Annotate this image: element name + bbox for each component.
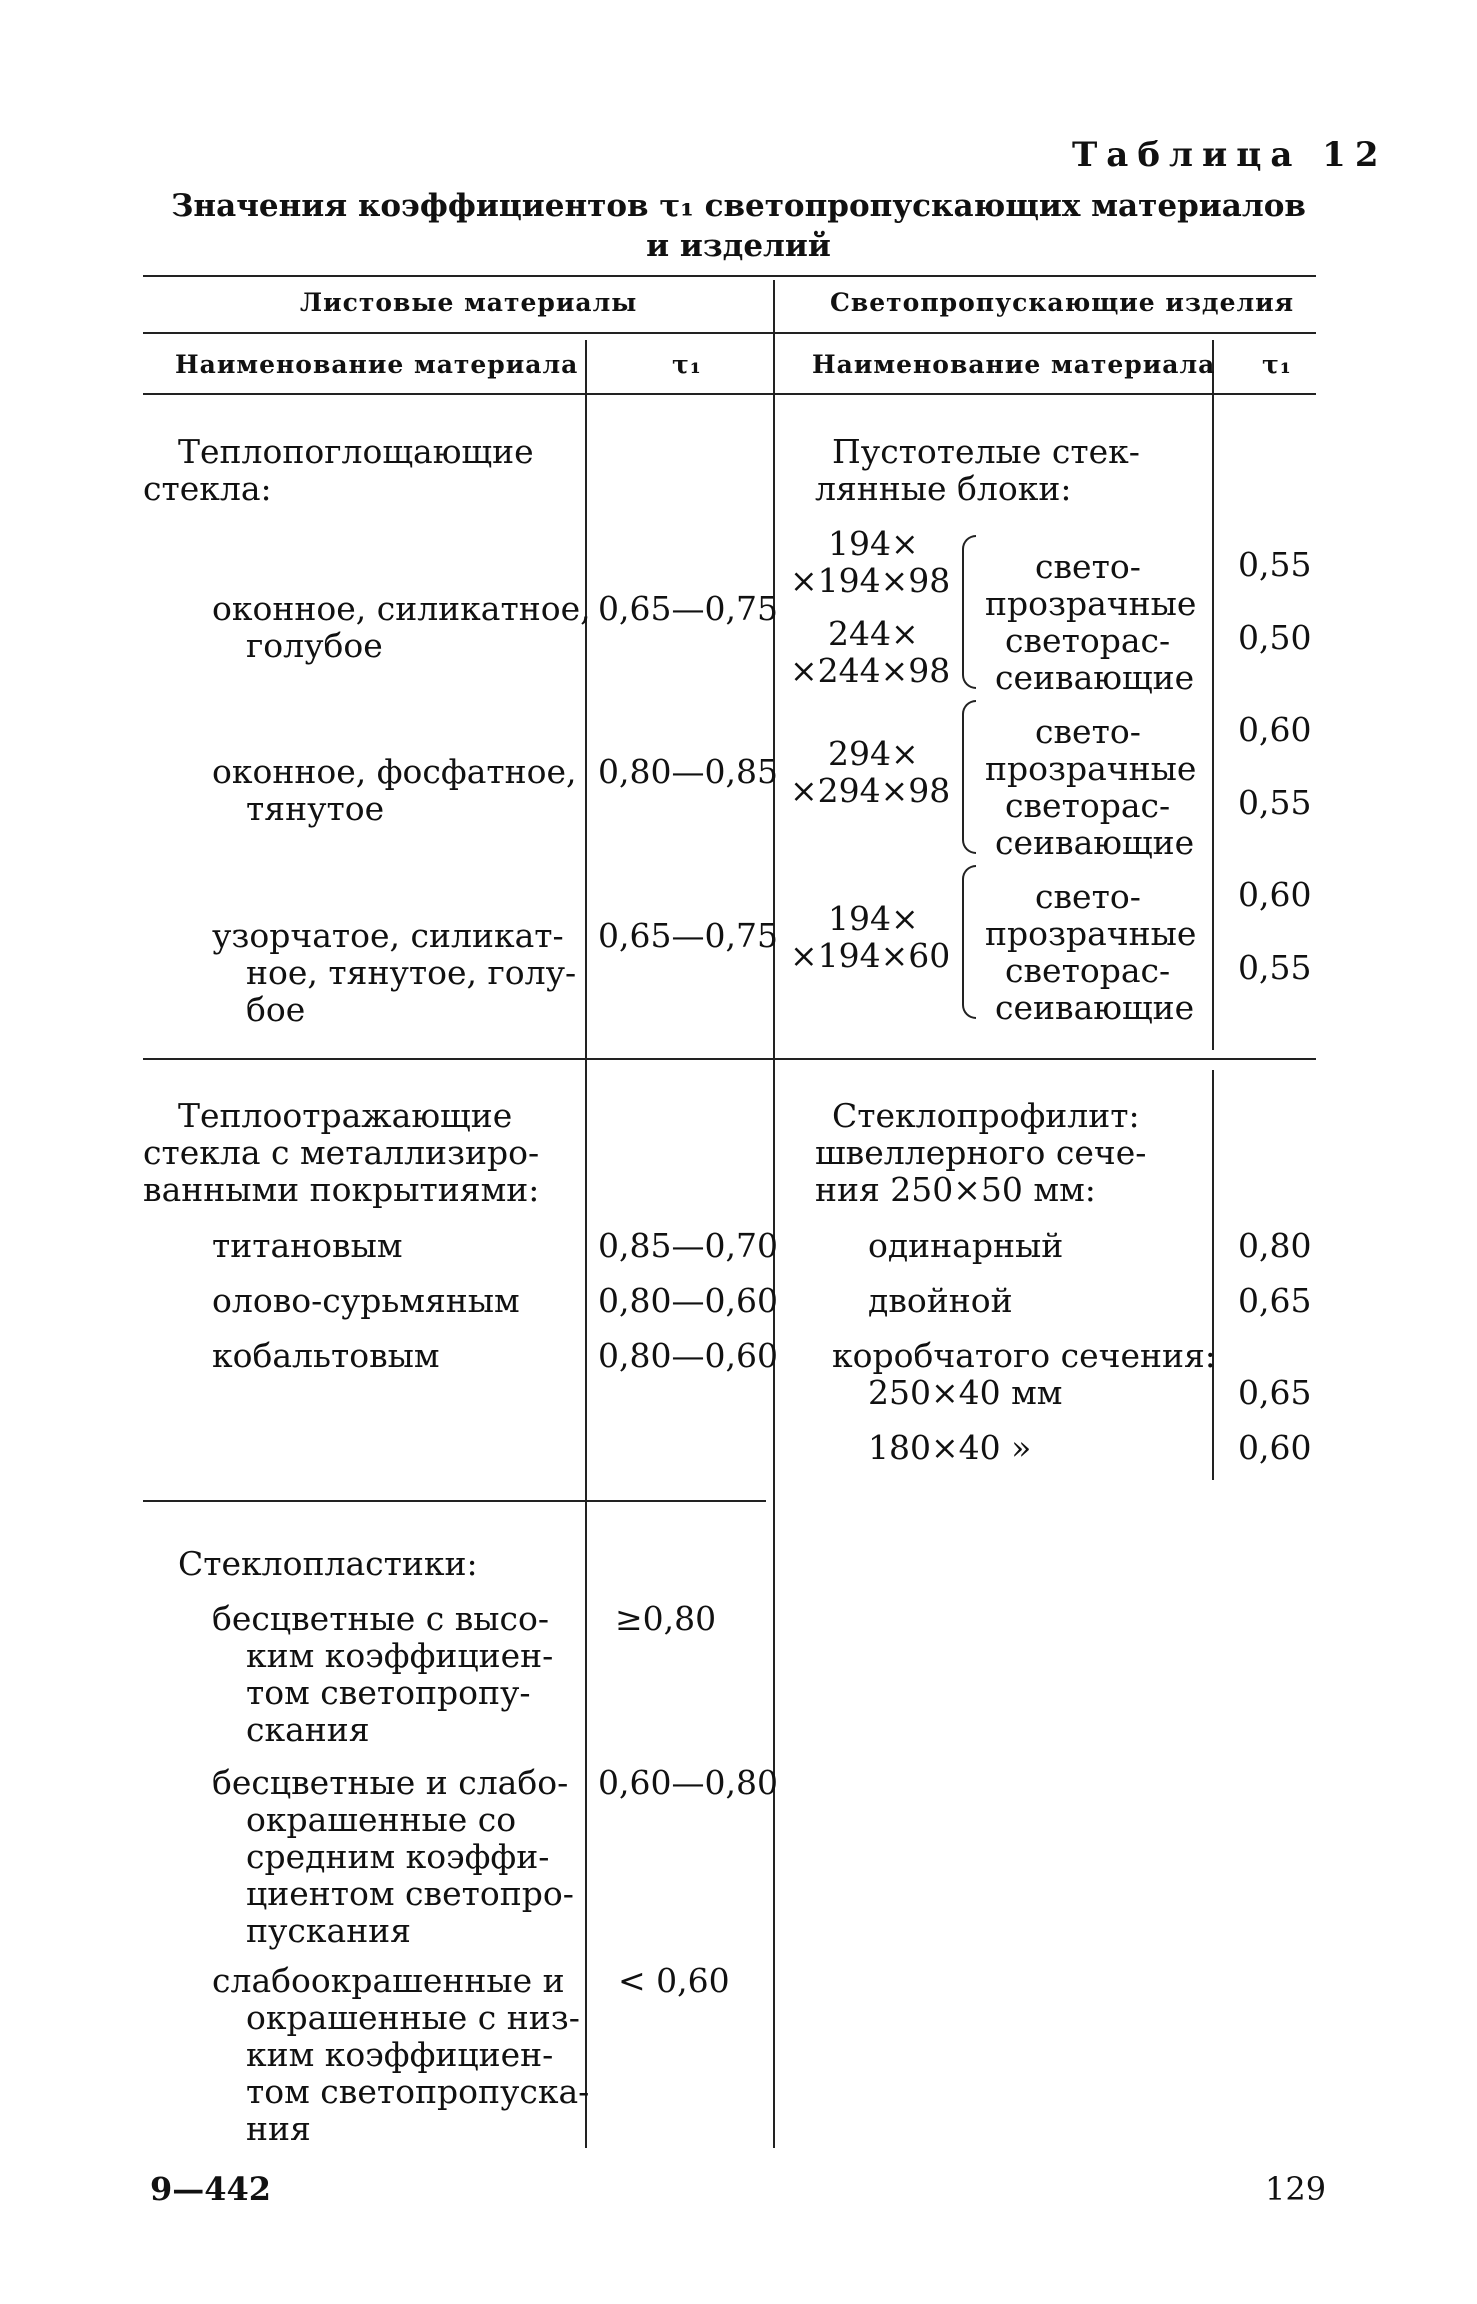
block-type: сеивающие <box>995 988 1195 1027</box>
tau-value: 0,55 <box>1238 948 1312 987</box>
block-type: светорас- <box>1005 951 1171 990</box>
material-name: бесцветные и слабо- <box>212 1763 569 1802</box>
block-type: светорас- <box>1005 621 1171 660</box>
section-title: стекла: <box>143 469 272 508</box>
left-group-header: Листовые материалы <box>300 288 638 317</box>
tau-value: 0,65 <box>1238 1373 1312 1412</box>
section-rule-1 <box>143 1058 1316 1060</box>
tau-value: 0,55 <box>1238 783 1312 822</box>
product-name: коробчатого сечения: <box>832 1336 1216 1375</box>
tau-value: 0,85—0,70 <box>598 1226 778 1265</box>
table-caption-line2: и изделий <box>646 228 831 264</box>
section-title: лянные блоки: <box>815 469 1072 508</box>
tau-value: 0,80—0,60 <box>598 1336 778 1375</box>
header-rule-1 <box>143 332 1316 334</box>
material-name: окрашенные с низ- <box>246 1998 580 2037</box>
page-number: 129 <box>1265 2170 1327 2208</box>
tau-value: 0,80 <box>1238 1226 1312 1265</box>
material-name: том светопропу- <box>246 1673 531 1712</box>
center-divider <box>773 280 775 2148</box>
material-name: бесцветные с высо- <box>212 1599 550 1638</box>
tau-value: 0,60 <box>1238 710 1312 749</box>
block-type: свето- <box>1035 877 1141 916</box>
material-name: титановым <box>212 1226 403 1265</box>
material-name: бое <box>246 990 306 1029</box>
section-title: Теплопоглощающие <box>178 432 534 471</box>
right-value-divider-2 <box>1212 1070 1214 1480</box>
block-dimension: ×294×98 <box>790 771 951 810</box>
tau-value: 0,60 <box>1238 875 1312 914</box>
material-name: оконное, фосфатное, <box>212 752 577 791</box>
block-type: свето- <box>1035 547 1141 586</box>
tau-value: 0,65—0,75 <box>598 916 778 955</box>
section-title: Пустотелые стек- <box>832 432 1140 471</box>
block-dimension: ×194×98 <box>790 561 951 600</box>
block-type: прозрачные <box>985 749 1197 788</box>
section-title: швеллерного сече- <box>815 1133 1147 1172</box>
section-title: ванными покрытиями: <box>143 1170 540 1209</box>
section-title: Стеклопрофилит: <box>832 1096 1140 1135</box>
tau-value: ≥0,80 <box>615 1599 717 1638</box>
material-name: ким коэффициен- <box>246 1636 554 1675</box>
brace-icon <box>962 700 976 854</box>
block-dimension: 194× <box>828 899 919 938</box>
material-name: окрашенные со <box>246 1800 517 1839</box>
section-title: Теплоотражающие <box>178 1096 513 1135</box>
product-name: одинарный <box>868 1226 1064 1265</box>
material-name: том светопропуска- <box>246 2072 590 2111</box>
tau-value: 0,50 <box>1238 618 1312 657</box>
material-name: ким коэффициен- <box>246 2035 554 2074</box>
block-type: сеивающие <box>995 823 1195 862</box>
header-rule-2 <box>143 393 1316 395</box>
tau-value: 0,55 <box>1238 545 1312 584</box>
block-dimension: ×194×60 <box>790 936 951 975</box>
material-name: узорчатое, силикат- <box>212 916 564 955</box>
product-name: 250×40 мм <box>868 1373 1063 1412</box>
material-name: слабоокрашенные и <box>212 1961 565 2000</box>
material-name: скания <box>246 1710 370 1749</box>
block-dimension: 244× <box>828 614 919 653</box>
block-type: прозрачные <box>985 914 1197 953</box>
table-top-rule <box>143 275 1316 277</box>
tau-value: 0,60—0,80 <box>598 1763 778 1802</box>
material-name: тянутое <box>246 789 385 828</box>
left-name-header: Наименование материала <box>175 350 579 379</box>
material-name: ное, тянутое, голу- <box>246 953 577 992</box>
right-tau-header: τ₁ <box>1262 350 1292 379</box>
material-name: оконное, силикатное, <box>212 589 591 628</box>
material-name: кобальтовым <box>212 1336 440 1375</box>
left-tau-header: τ₁ <box>672 350 702 379</box>
section-title: стекла с металлизиро- <box>143 1133 540 1172</box>
block-dimension: 294× <box>828 734 919 773</box>
block-type: свето- <box>1035 712 1141 751</box>
tau-value: < 0,60 <box>618 1961 730 2000</box>
tau-value: 0,60 <box>1238 1428 1312 1467</box>
block-type: сеивающие <box>995 658 1195 697</box>
page-signature: 9—442 <box>150 2170 272 2208</box>
section-title: Стеклопластики: <box>178 1544 478 1583</box>
right-value-divider-1 <box>1212 340 1214 1050</box>
material-name: пускания <box>246 1911 411 1950</box>
block-type: светорас- <box>1005 786 1171 825</box>
material-name: средним коэффи- <box>246 1837 550 1876</box>
product-name: 180×40 » <box>868 1428 1032 1467</box>
material-name: ния <box>246 2109 311 2148</box>
section-title: ния 250×50 мм: <box>815 1170 1096 1209</box>
table-label: Таблица 12 <box>1072 135 1388 175</box>
tau-value: 0,65 <box>1238 1281 1312 1320</box>
tau-value: 0,80—0,85 <box>598 752 778 791</box>
section-rule-2 <box>143 1500 766 1502</box>
block-type: прозрачные <box>985 584 1197 623</box>
material-name: голубое <box>246 626 383 665</box>
material-name: олово-сурьмяным <box>212 1281 520 1320</box>
block-dimension: 194× <box>828 524 919 563</box>
table-caption-line1: Значения коэффициентов τ₁ светопропускающих материалов <box>171 188 1306 224</box>
right-name-header: Наименование материала <box>812 350 1216 379</box>
right-group-header: Светопропускающие изделия <box>830 288 1295 317</box>
tau-value: 0,80—0,60 <box>598 1281 778 1320</box>
material-name: циентом светопро- <box>246 1874 574 1913</box>
block-dimension: ×244×98 <box>790 651 951 690</box>
tau-value: 0,65—0,75 <box>598 589 778 628</box>
product-name: двойной <box>868 1281 1013 1320</box>
brace-icon <box>962 535 976 689</box>
brace-icon <box>962 865 976 1019</box>
